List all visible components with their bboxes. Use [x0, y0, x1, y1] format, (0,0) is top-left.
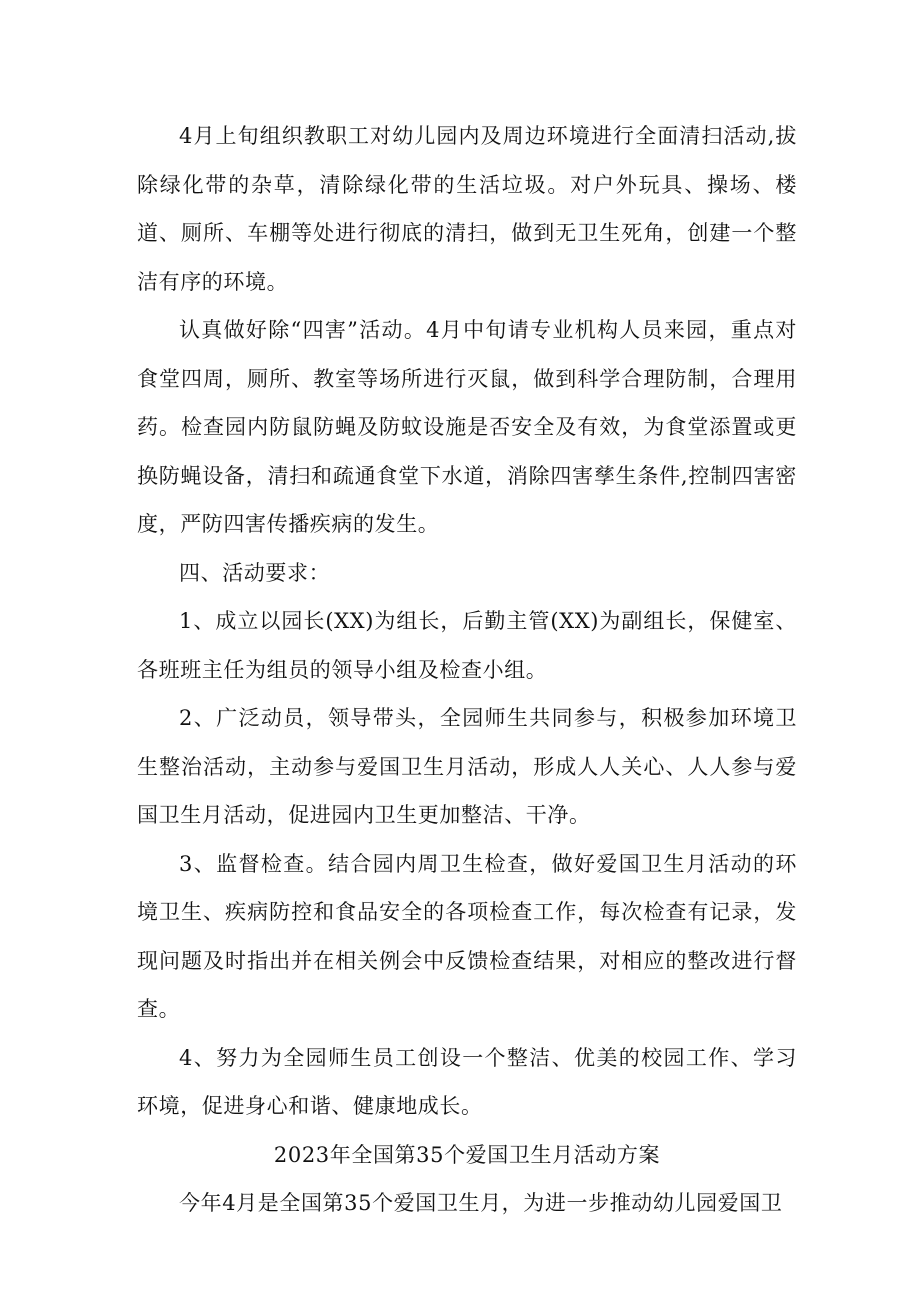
requirement-item-1: 1、成立以园长(XX)为组长，后勤主管(XX)为副组长，保健室、各班班主任为组员的领导小组及检查小组。	[137, 609, 797, 682]
requirement-item-3: 3、监督检查。结合园内周卫生检查，做好爱国卫生月活动的环境卫生、疾病防控和食品安全的各项检查工作，每次检查有记录，发现问题及时指出并在相关例会中反馈检查结果，对相应的整改进行督查。	[137, 851, 797, 1021]
requirement-item-2: 2、广泛动员，领导带头，全园师生共同参与，积极参加环境卫生整治活动，主动参与爱国卫生月活动，形成人人关心、人人参与爱国卫生月活动，促进园内卫生更加整洁、干净。	[137, 706, 797, 827]
intro-paragraph: 今年4月是全国第35个爱国卫生月，为进一步推动幼儿园爱国卫	[179, 1191, 783, 1215]
paragraph-cleanup: 4月上旬组织教职工对幼儿园内及周边环境进行全面清扫活动,拔除绿化带的杂草，清除绿化带的生活垃圾。对户外玩具、操场、楼道、厕所、车棚等处进行彻底的清扫，做到无卫生死角，创建一个整洁有序的环境。	[137, 124, 797, 294]
section-heading-requirements: 四、活动要求：	[179, 560, 331, 585]
document-title: 2023年全国第35个爱国卫生月活动方案	[273, 1142, 661, 1167]
document-body	[137, 112, 797, 1228]
paragraph-pest-control: 认真做好除“四害”活动。4月中旬请专业机构人员来园，重点对食堂四周，厕所、教室等场所进行灭鼠，做到科学合理防制，合理用药。检查园内防鼠防蝇及防蚊设施是否安全及有效，为食堂添置或更换防蝇设备，清扫和疏通食堂下水道，消除四害孳生条件,控制四害密度，严防四害传播疾病的发生。	[137, 318, 797, 536]
requirement-item-4: 4、努力为全园师生员工创设一个整洁、优美的校园工作、学习环境，促进身心和谐、健康地成长。	[137, 1045, 797, 1118]
